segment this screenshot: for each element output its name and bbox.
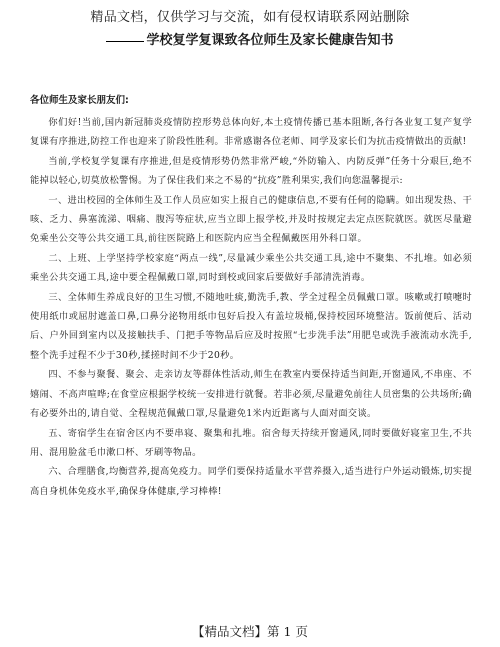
paragraph-tip-2: 二、上班、上学坚持学校家庭“两点一线”,尽量减少乘坐公共交通工具,途中不聚集、不扎堆。如必须乘坐公共交通工具,途中要全程佩戴口罩,同时到校或回家后要做好手部清洗消毒。	[30, 252, 472, 284]
paragraph-greeting: 你们好!当前,国内新冠肺炎疫情防控形势总体向好,本土疫情传播已基本阻断,各行各业复工复产复学复课有序推进,防控工作也迎来了阶段性胜利。非常感谢各位老师、同学及家长们为抗击疫情做出的贡献!	[30, 117, 472, 148]
title-blank-line	[106, 41, 144, 42]
header-note: 精品文档，仅供学习与交流，如有侵权请联系网站删除	[90, 10, 410, 25]
paragraph-tip-4: 四、不参与聚餐、聚会、走亲访友等群体性活动,师生在教室内要保持适当间距,开窗通风,不串座、不嬉闹、不高声喧哗;在食堂应根据学校统一安排进行就餐。若非必须,尽量避免前往人员密集的公共场所;确有必要外出的,请自觉、全程规范佩戴口罩,尽量避免1米内近距离与人面对面交谈。	[30, 369, 472, 420]
salutation: 各位师生及家长朋友们:	[30, 95, 129, 106]
paragraph-tip-6: 六、合理膳食,均衡营养,提高免疫力。同学们要保持适量水平营养摄入,适当进行户外运动锻炼,切实提高自身机体免疫水平,确保身体健康,学习棒棒!	[30, 466, 472, 497]
document-body	[30, 113, 472, 501]
paragraph-tip-3: 三、全体师生养成良好的卫生习惯,不随地吐痰,勤洗手,教、学全过程全员佩戴口罩。咳嗽或打喷嚏时使用纸巾或屈肘遮盖口鼻,口鼻分泌物用纸巾包好后投入有盖垃圾桶,保持校园环境整洁。饭前便后、活动后、户外回到室内以及接触扶手、门把手等物品后应及时按照“七步洗手法”用肥皂或洗手液流动水洗手,整个洗手过程不少于30秒,揉搓时间不少于20秒。	[30, 291, 472, 361]
paragraph-tip-5: 五、寄宿学生在宿舍区内不要串寝、聚集和扎堆。宿舍每天持续开窗通风,同时要做好寝室卫生,不共用、混用脸盆毛巾漱口杯、牙刷等物品。	[30, 427, 472, 458]
document-title	[0, 32, 500, 50]
paragraph-tip-1: 一、进出校园的全体师生及工作人员应如实上报自己的健康信息,不要有任何的隐瞒。如出现发热、干咳、乏力、鼻塞流涕、咽痛、腹泻等症状,应当立即上报学校,并及时按规定去定点医院就医。就医尽量避免乘坐公交等公共交通工具,前往医院路上和医院内应当全程佩戴医用外科口罩。	[30, 194, 472, 245]
page-footer: 【精品文档】第 1 页	[192, 624, 308, 639]
title-text: 学校复学复课致各位师生及家长健康告知书	[146, 33, 394, 48]
paragraph-situation: 当前,学校复学复课有序推进,但是疫情形势仍然非常严峻,“外防输入、内防反弹”任务十分艰巨,绝不能掉以轻心,切莫放松警惕。为了保住我们来之不易的“抗疫”胜利果实,我们向您温馨提示:	[30, 155, 472, 187]
